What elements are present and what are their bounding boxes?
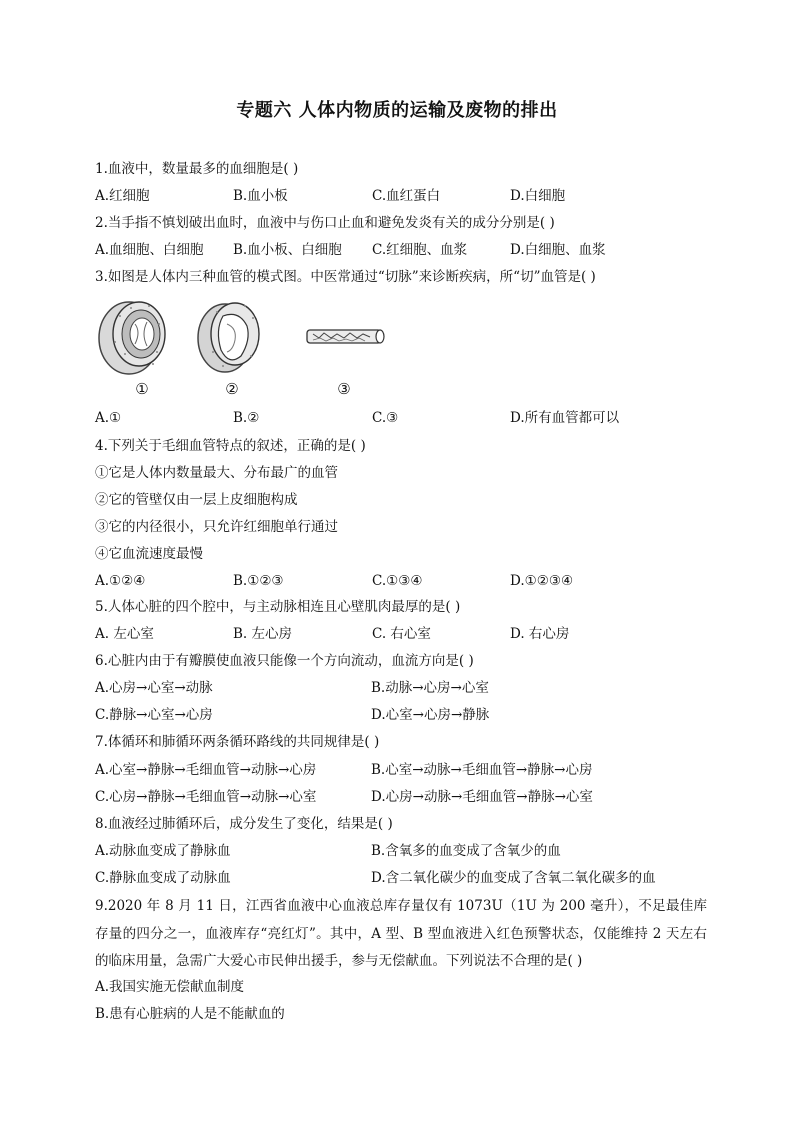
option-b[interactable]: B.动脉→心房→心室 [371, 680, 489, 696]
question-8-stem: 8.血液经过肺循环后，成分发生了变化，结果是( ) [95, 816, 393, 832]
option-c[interactable]: C.①③④ [372, 573, 423, 589]
option-b[interactable]: B.含氧多的血变成了含氧少的血 [371, 843, 561, 859]
option-a[interactable]: A.①②④ [95, 573, 146, 589]
option-a[interactable]: A.① [95, 410, 122, 426]
option-b[interactable]: B.血小板、白细胞 [233, 242, 342, 258]
question-7-stem: 7.体循环和肺循环两条循环路线的共同规律是( ) [95, 734, 380, 750]
option-b[interactable]: B. 左心房 [233, 626, 293, 642]
question-4-options [95, 572, 715, 590]
vessel-label-1: ① [135, 380, 149, 398]
question-8-options-row1 [95, 842, 715, 860]
option-b[interactable]: B.② [233, 410, 260, 426]
question-5-stem: 5.人体心脏的四个腔中，与主动脉相连且心壁肌肉最厚的是( ) [95, 599, 461, 615]
question-7-options-row1 [95, 761, 715, 779]
option-d[interactable]: D.所有血管都可以 [510, 410, 620, 426]
question-6-stem: 6.心脏内由于有瓣膜使血液只能像一个方向流动，血流方向是( ) [95, 653, 474, 669]
option-b[interactable]: B.血小板 [233, 188, 288, 204]
question-4-stem: 4.下列关于毛细血管特点的叙述，正确的是( ) [95, 438, 366, 454]
option-b[interactable]: B.①②③ [233, 573, 284, 589]
question-2-options [95, 241, 715, 259]
question-3-stem: 3.如图是人体内三种血管的模式图。中医常通过“切脉”来诊断疾病，所“切”血管是( ) [95, 269, 596, 285]
question-1-stem: 1.血液中，数量最多的血细胞是( ) [95, 161, 299, 177]
statement-1: ①它是人体内数量最大、分布最广的血管 [95, 465, 338, 481]
option-c[interactable]: C.③ [372, 410, 399, 426]
option-d[interactable]: D.含二氧化碳少的血变成了含氧二氧化碳多的血 [371, 870, 656, 886]
option-a[interactable]: A.心室→静脉→毛细血管→动脉→心房 [95, 762, 317, 778]
option-b[interactable]: B.心室→动脉→毛细血管→静脉→心房 [371, 762, 593, 778]
question-8-options-row2 [95, 869, 715, 887]
question-7-options-row2 [95, 788, 715, 806]
option-d[interactable]: D.①②③④ [510, 573, 574, 589]
option-c[interactable]: C.静脉血变成了动脉血 [95, 870, 231, 886]
question-9-stem: 9.2020 年 8 月 11 日，江西省血液中心血液总库存量仅有 1073U（1U 为 200 毫升），不足最佳库存量的四分之一，血液库存“亮红灯”。其中，A 型、B 型血液进入红色预警状态，仅能维持 2 天左右的临床用量，急需广大爱心市民伸出援手，参与无偿献血。下列说法不合理的是( ) [95, 898, 707, 969]
option-c[interactable]: C.红细胞、血浆 [372, 242, 468, 258]
option-d[interactable]: D. 右心房 [510, 626, 570, 642]
vessel-label-3: ③ [337, 380, 351, 398]
option-a[interactable]: A.血细胞、白细胞 [95, 242, 204, 258]
option-d[interactable]: D.心房→动脉→毛细血管→静脉→心室 [371, 789, 593, 805]
vessel-label-2: ② [225, 380, 239, 398]
page-title: 专题六 人体内物质的运输及废物的排出 [236, 100, 558, 121]
option-d[interactable]: D.心室→心房→静脉 [371, 707, 490, 723]
option-d[interactable]: D.白细胞 [510, 188, 566, 204]
question-1-options [95, 187, 715, 205]
option-c[interactable]: C.静脉→心室→心房 [95, 707, 213, 723]
option-b[interactable]: B.患有心脏病的人是不能献血的 [95, 1006, 285, 1022]
question-2-stem: 2.当手指不慎划破出血时，血液中与伤口止血和避免发炎有关的成分分别是( ) [95, 215, 555, 231]
statement-3: ③它的内径很小，只允许红细胞单行通过 [95, 519, 338, 535]
artery-drawing [99, 302, 165, 374]
vein-drawing [198, 303, 259, 372]
statement-2: ②它的管壁仅由一层上皮细胞构成 [95, 492, 298, 508]
option-a[interactable]: A.心房→心室→动脉 [95, 680, 213, 696]
question-6-options-row1 [95, 679, 715, 697]
option-d[interactable]: D.白细胞、血浆 [510, 242, 606, 258]
option-a[interactable]: A.动脉血变成了静脉血 [95, 843, 231, 859]
option-c[interactable]: C.心房→静脉→毛细血管→动脉→心室 [95, 789, 317, 805]
capillary-drawing [307, 330, 384, 343]
question-5-options [95, 625, 715, 643]
statement-4: ④它血流速度最慢 [95, 546, 203, 562]
option-a[interactable]: A.红细胞 [95, 188, 150, 204]
option-c[interactable]: C. 右心室 [372, 626, 431, 642]
question-3-options [95, 409, 715, 427]
option-c[interactable]: C.血红蛋白 [372, 188, 441, 204]
option-a[interactable]: A. 左心室 [95, 626, 154, 642]
question-6-options-row2 [95, 706, 715, 724]
blood-vessel-figure [95, 294, 395, 404]
option-a[interactable]: A.我国实施无偿献血制度 [95, 979, 245, 995]
